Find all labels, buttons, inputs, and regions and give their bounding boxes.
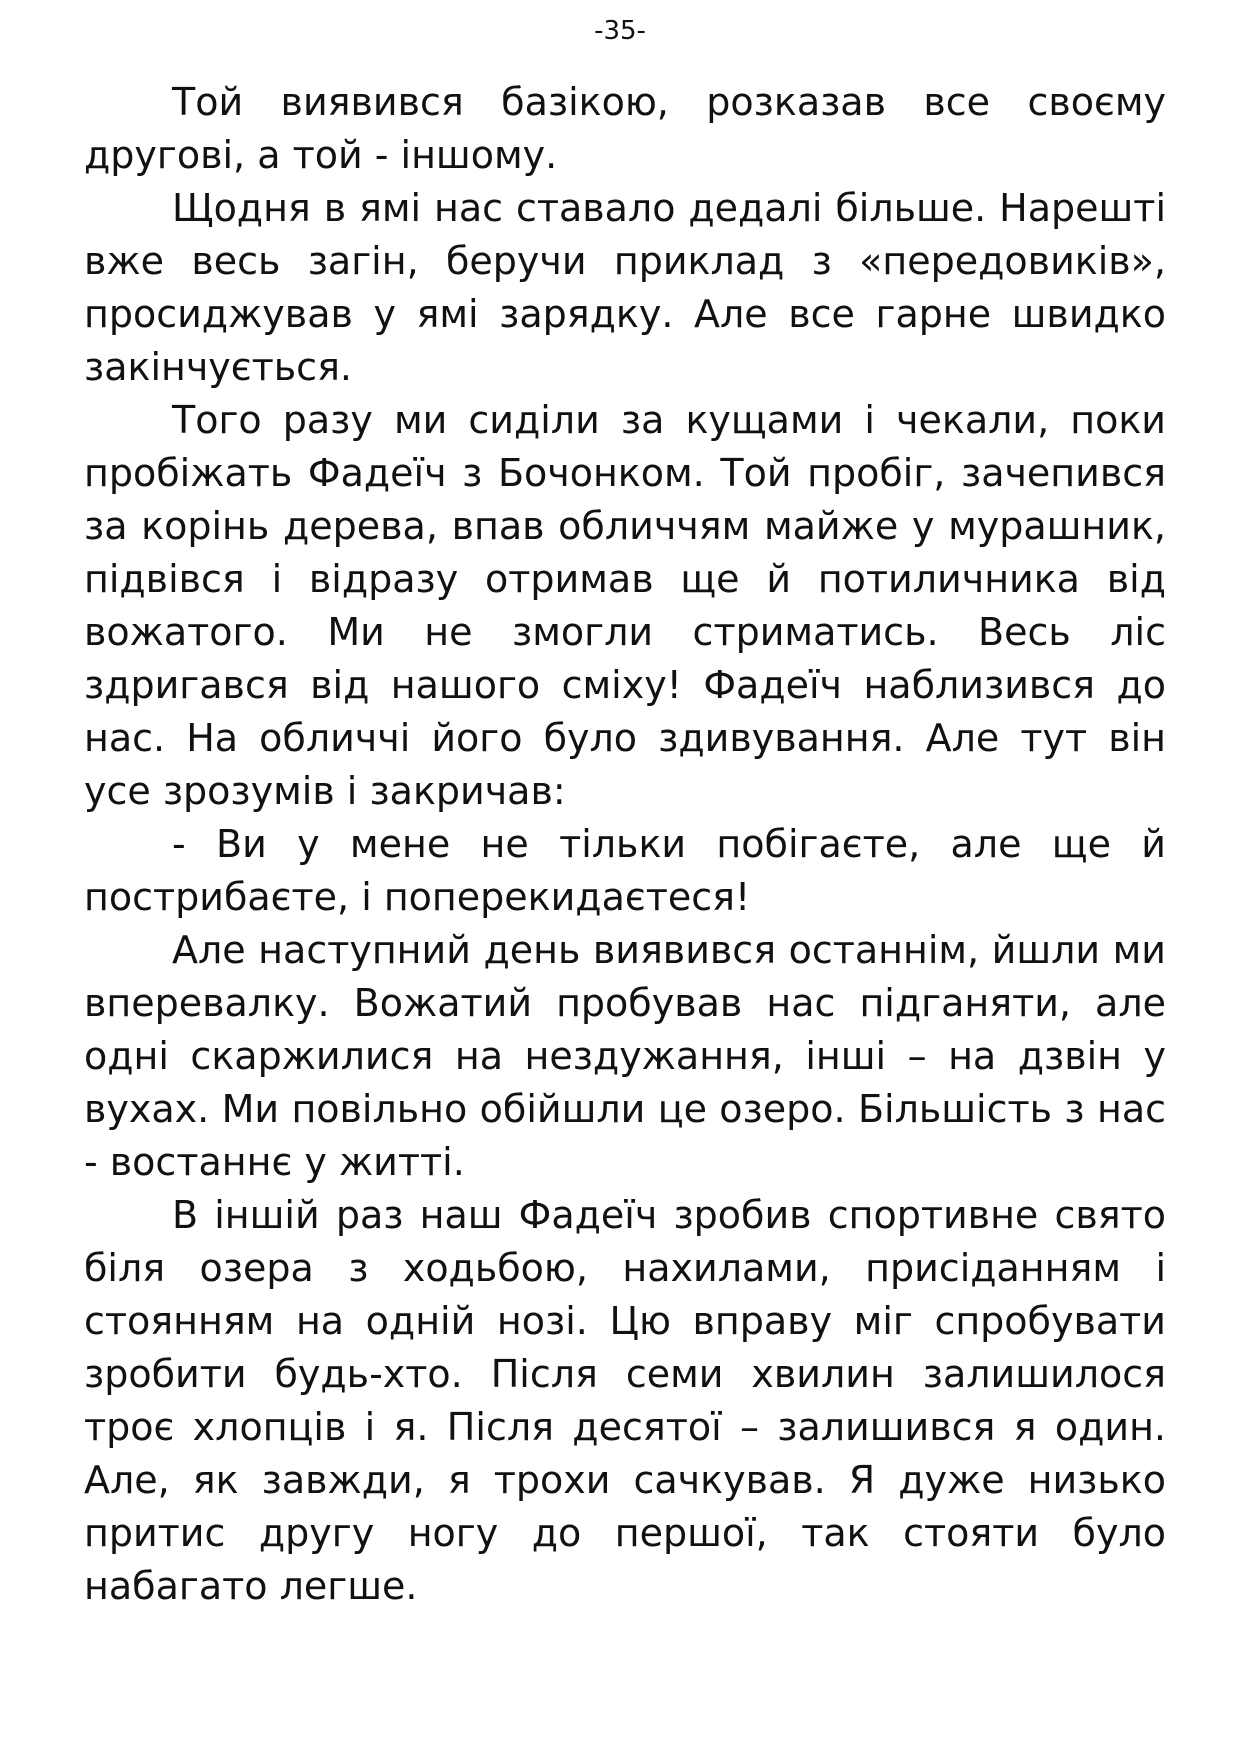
page-number: -35-: [594, 16, 646, 46]
paragraph: - Ви у мене не тільки побігаєте, але ще й пострибаєте, і поперекидаєтеся!: [84, 822, 1166, 919]
paragraph: В іншій раз наш Фадеїч зробив спортивне свято біля озера з ходьбою, нахилами, присіданням і стоянням на одній нозі. Цю вправу міг спробувати зробити будь-хто. Після семи хвилин залишилося троє хлопців і я. Після десятої – залишився я один. Але, як завжди, я трохи сачкував. Я дуже низько притис другу ногу до першої, так стояти було набагато легше.: [84, 1193, 1166, 1608]
paragraph: Того разу ми сиділи за кущами і чекали, поки пробіжать Фадеїч з Бочонком. Той пробіг, зачепився за корінь дерева, впав обличчям майже у мурашник, підвівся і відразу отримав ще й потиличника від вожатого. Ми не змогли стриматись. Весь ліс здригався від нашого сміху! Фадеїч наблизився до нас. На обличчі його було здивування. Але тут він усе зрозумів і закричав:: [84, 398, 1166, 813]
paragraph: Щодня в ямі нас ставало дедалі більше. Нарешті вже весь загін, беручи приклад з «передовиків», просиджував у ямі зарядку. Але все гарне швидко закінчується.: [84, 186, 1166, 389]
paragraph: Але наступний день виявився останнім, йшли ми вперевалку. Вожатий пробував нас підганяти, але одні скаржилися на нездужання, інші – на дзвін у вухах. Ми повільно обійшли це озеро. Більшість з нас - востаннє у житті.: [84, 928, 1166, 1184]
paragraph: Той виявився базікою, розказав все своєму другові, а той - іншому.: [84, 80, 1166, 177]
body-text: [84, 76, 1166, 1613]
